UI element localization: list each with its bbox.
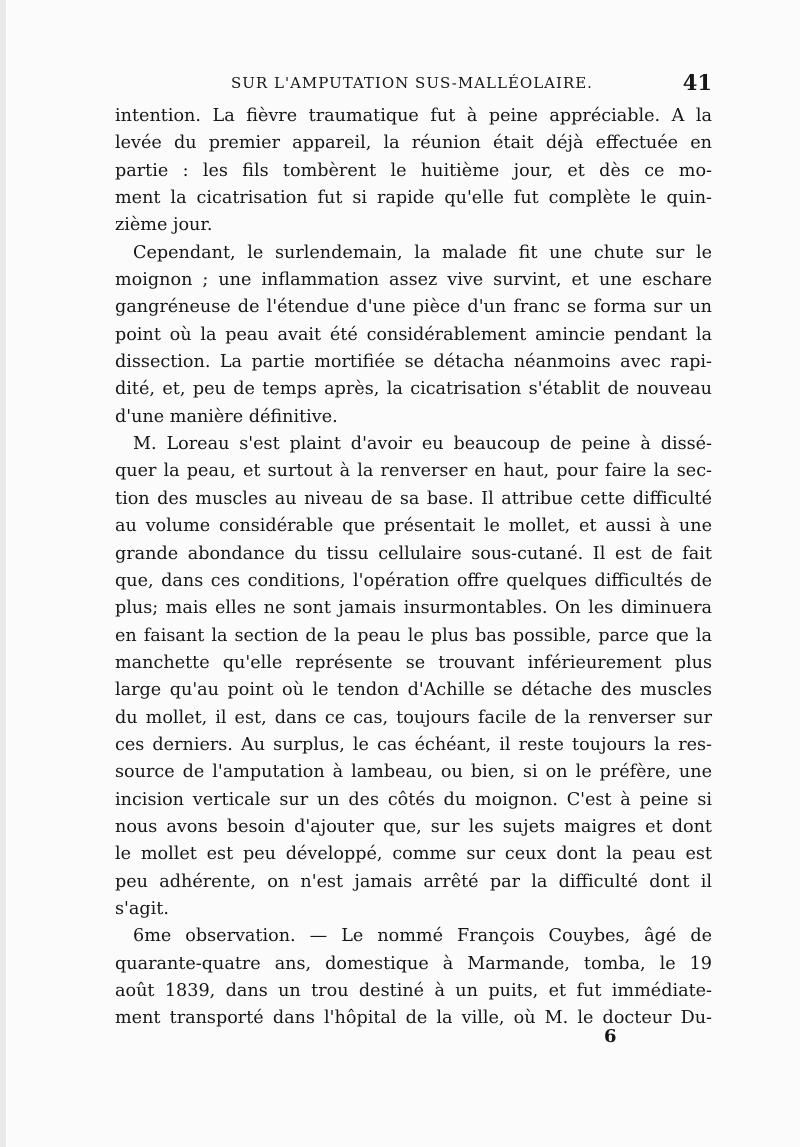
text-line: manchette qu'elle représente se trouvant inférieurement plus xyxy=(115,652,712,673)
signature-mark: 6 xyxy=(604,1026,617,1047)
body-text xyxy=(115,103,712,1033)
text-line: août 1839, dans un trou destiné à un puits, et fut immédiate- xyxy=(115,981,712,1001)
text-line: partie : les fils tombèrent le huitième jour, et dès ce mo- xyxy=(115,160,712,181)
text-line: gangréneuse de l'étendue d'une pièce d'un franc se forma sur un xyxy=(115,297,712,318)
text-line: grande abondance du tissu cellulaire sous-cutané. Il est de fait xyxy=(115,543,712,564)
text-line: quarante-quatre ans, domestique à Marmande, tomba, le 19 xyxy=(115,953,712,974)
text-line: Cependant, le surlendemain, la malade fit une chute sur le xyxy=(133,242,712,263)
text-line: ment transporté dans l'hôpital de la ville, où M. le docteur Du- xyxy=(115,1008,712,1029)
text-line: M. Loreau s'est plaint d'avoir eu beaucoup de peine à dissé- xyxy=(133,434,712,455)
text-line: source de l'amputation à lambeau, ou bien, si on le préfère, une xyxy=(115,762,712,783)
text-line: dité, et, peu de temps après, la cicatrisation s'établit de nouveau xyxy=(115,379,712,400)
text-line: d'une manière définitive. xyxy=(115,406,338,427)
text-line: tion des muscles au niveau de sa base. Il attribue cette difficulté xyxy=(115,488,712,509)
text-line: en faisant la section de la peau le plus bas possible, parce que la xyxy=(115,625,712,646)
running-head: SUR L'AMPUTATION SUS-MALLÉOLAIRE. xyxy=(231,74,593,92)
text-line: large qu'au point où le tendon d'Achille se détache des muscles xyxy=(115,680,712,701)
text-line: au volume considérable que présentait le mollet, et aussi à une xyxy=(115,516,712,537)
text-line: le mollet est peu développé, comme sur ceux dont la peau est xyxy=(115,844,712,865)
text-line: quer la peau, et surtout à la renverser en haut, pour faire la sec- xyxy=(115,461,712,482)
text-line: incision verticale sur un des côtés du moignon. C'est à peine si xyxy=(115,789,712,810)
text-line: nous avons besoin d'ajouter que, sur les sujets maigres et dont xyxy=(115,816,712,837)
text-line: plus; mais elles ne sont jamais insurmontables. On les diminuera xyxy=(115,598,712,619)
text-line: zième jour. xyxy=(115,215,213,236)
text-line: moignon ; une inflammation assez vive survint, et une eschare xyxy=(115,270,712,291)
text-line: peu adhérente, on n'est jamais arrêté par la difficulté dont il xyxy=(115,871,712,892)
text-line: que, dans ces conditions, l'opération offre quelques difficultés de xyxy=(115,570,712,591)
text-line: dissection. La partie mortifiée se détacha néanmoins avec rapi- xyxy=(115,352,712,373)
text-line: levée du premier appareil, la réunion était déjà effectuée en xyxy=(115,133,712,154)
text-line: 6me observation. — Le nommé François Couybes, âgé de xyxy=(133,926,712,947)
page-header xyxy=(115,70,712,96)
page-edge-shadow xyxy=(0,0,6,1147)
text-line: du mollet, il est, dans ce cas, toujours facile de la renverser sur xyxy=(115,707,712,728)
text-line: ment la cicatrisation fut si rapide qu'elle fut complète le quin- xyxy=(115,188,712,209)
text-line: intention. La fièvre traumatique fut à peine appréciable. A la xyxy=(115,106,712,126)
text-line: ces derniers. Au surplus, le cas échéant, il reste toujours la res- xyxy=(115,734,712,755)
text-line: s'agit. xyxy=(115,898,169,919)
text-line: point où la peau avait été considérablement amincie pendant la xyxy=(115,324,712,345)
page-number: 41 xyxy=(682,70,712,95)
